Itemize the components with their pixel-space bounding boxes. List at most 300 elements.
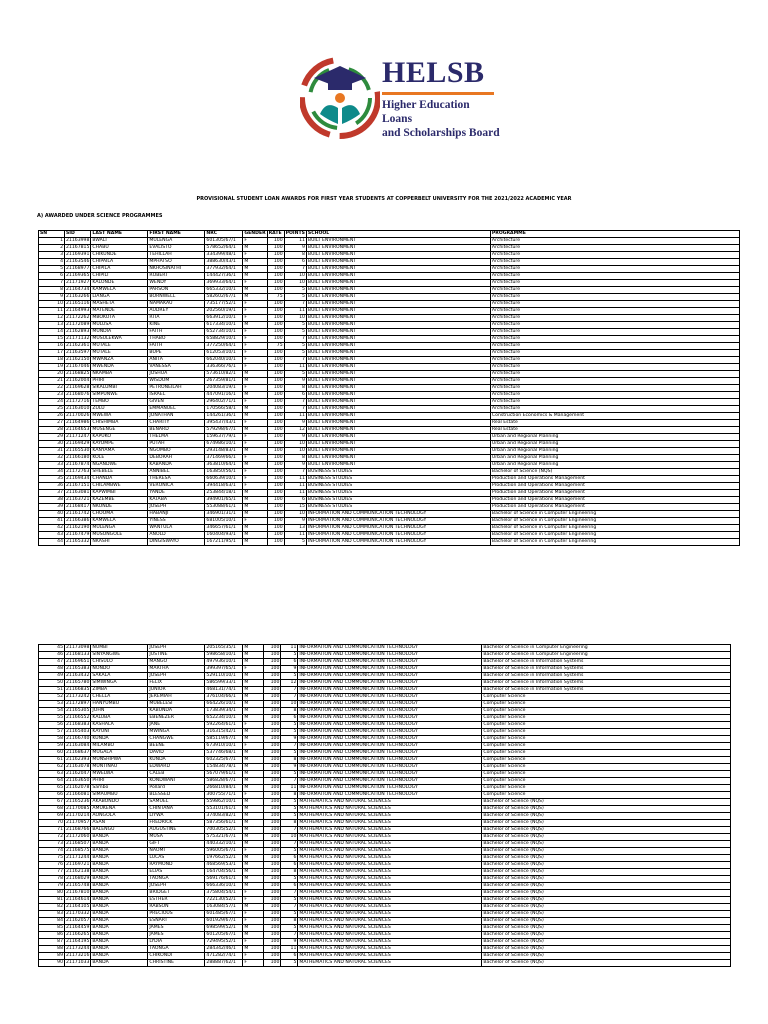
cell-points: 11	[281, 645, 298, 652]
cell-school: MATHEMATICS AND NATURAL SCIENCES	[298, 883, 482, 890]
cell-first-name: DAVID	[148, 750, 205, 757]
cell-first-name: BEENE	[148, 743, 205, 750]
cell-nrc: 154834/78/1	[205, 764, 243, 771]
cell-nrc: 601305/67/1	[205, 238, 243, 245]
table-row	[39, 539, 740, 546]
cell-rate: 100	[264, 883, 281, 890]
cell-sid: 21165383	[66, 666, 90, 672]
cell-sid: 21164614	[66, 897, 90, 903]
cell-sn: 24	[39, 399, 65, 406]
cell-gender: F	[243, 350, 267, 357]
table-row	[39, 308, 740, 315]
cell-gender: M	[243, 392, 267, 399]
cell-sn: 33	[39, 462, 65, 469]
cell-sn: 72	[39, 834, 65, 841]
cell-rate: 100	[264, 953, 281, 960]
cell-sn: 6	[39, 273, 65, 280]
cell-school: BUILT ENVIRONMENT	[306, 350, 490, 357]
cell-nrc: 284342/46/1	[205, 946, 243, 953]
cell-sn: 25	[39, 406, 65, 413]
cell-rate: 100	[267, 469, 284, 476]
cell-nrc: 346657/61/1	[205, 525, 243, 532]
cell-sid: 21162190	[66, 525, 90, 531]
cell-sn: 15	[39, 336, 65, 343]
cell-school: MATHEMATICS AND NATURAL SCIENCES	[298, 813, 482, 820]
cell-rate: 75	[267, 294, 284, 301]
cell-first-name: MUBELESI	[148, 701, 205, 708]
cell-last-name: NKAMBA	[91, 371, 148, 378]
cell-first-name: ESNART	[148, 918, 205, 925]
cell-programme: Computer Science	[482, 792, 731, 799]
cell-sn: 90	[39, 960, 65, 967]
cell-gender: M	[243, 750, 264, 757]
cell-sn: 41	[39, 518, 65, 525]
awards-table-page2	[38, 644, 731, 967]
table-row	[39, 476, 740, 483]
cell-rate: 100	[267, 462, 284, 469]
cell-gender: M	[243, 525, 267, 532]
cell-gender: F	[243, 455, 267, 462]
cell-points: 5	[281, 799, 298, 806]
cell-sn: 69	[39, 813, 65, 820]
cell-points: 7	[281, 687, 298, 694]
cell-last-name: BANDA	[91, 862, 148, 869]
cell-sn: 19	[39, 364, 65, 371]
cell-programme: Bachelor of Science in Information Systems	[482, 687, 731, 694]
cell-last-name: MUNSHIPWA	[91, 757, 148, 764]
cell-points: 5	[284, 343, 306, 350]
cell-programme: Urban and Regional Planning	[490, 455, 739, 462]
cell-school: BUILT ENVIRONMENT	[306, 273, 490, 280]
cell-points: 8	[281, 757, 298, 764]
cell-programme: Bachelor of Science (NQS)	[482, 827, 731, 834]
table-row	[39, 462, 740, 469]
cell-gender: M	[243, 687, 264, 694]
cell-sid: 21163078	[66, 764, 90, 770]
cell-first-name: TAONGA	[148, 876, 205, 883]
cell-points: 5	[281, 897, 298, 904]
cell-points: 5	[281, 673, 298, 680]
cell-nrc: 735177/52/1	[205, 301, 243, 308]
cell-nrc: 144427/36/1	[205, 273, 243, 280]
cell-rate: 100	[267, 301, 284, 308]
document-title: PROVISIONAL STUDENT LOAN AWARDS FOR FIRST YEAR STUDENTS AT COPPERBELT UNIVERSITY FOR THE 2021/2022 ACADEMIC YEAR	[196, 196, 572, 202]
cell-nrc: 371469/66/1	[205, 455, 243, 462]
cell-first-name: PETRONEILAH	[148, 385, 205, 392]
column-header-nrc: NRC	[205, 231, 243, 238]
cell-gender: M	[243, 406, 267, 413]
table-row	[39, 392, 740, 399]
cell-programme: Architecture	[490, 385, 739, 392]
cell-nrc: 296402/71/1	[205, 399, 243, 406]
cell-first-name: KABANDA	[148, 462, 205, 469]
cell-last-name: NKONDE	[91, 504, 148, 511]
cell-first-name: FELIX	[148, 680, 205, 687]
cell-nrc: 585119/67/1	[205, 736, 243, 743]
cell-nrc: 375804/54/1	[205, 890, 243, 897]
cell-rate: 100	[264, 708, 281, 715]
cell-nrc: 300755/71/1	[205, 792, 243, 799]
table-row	[39, 946, 731, 953]
table-row	[39, 757, 731, 764]
cell-sid: 21172089	[66, 322, 90, 328]
cell-gender: F	[243, 252, 267, 259]
cell-programme: Bachelor of Science (NQS)	[482, 806, 731, 813]
cell-sn: 78	[39, 876, 65, 883]
cell-nrc: 575321/67/1	[205, 834, 243, 841]
cell-school: BUILT ENVIRONMENT	[306, 322, 490, 329]
cell-rate: 100	[264, 778, 281, 785]
cell-rate: 100	[267, 378, 284, 385]
cell-first-name: KUNDA	[148, 757, 205, 764]
cell-points: 5	[281, 652, 298, 659]
cell-nrc: 197662/52/1	[205, 855, 243, 862]
cell-rate: 100	[264, 743, 281, 750]
cell-sn: 16	[39, 343, 65, 350]
cell-points: 6	[281, 883, 298, 890]
cell-rate: 100	[264, 666, 281, 673]
cell-last-name: SAKALA	[91, 673, 148, 680]
logo-subtitle-line1: Higher Education Loans	[382, 99, 470, 125]
cell-first-name: AUDREY	[148, 308, 205, 315]
cell-rate: 100	[267, 420, 284, 427]
cell-points: 11	[284, 476, 306, 483]
cell-school: INFORMATION AND COMMUNICATION TECHNOLOGY	[306, 518, 490, 525]
table-row	[39, 750, 731, 757]
cell-rate: 100	[264, 645, 281, 652]
cell-nrc: 394901/65/1	[205, 497, 243, 504]
cell-programme: Architecture	[490, 252, 739, 259]
table-row	[39, 490, 740, 497]
cell-rate: 100	[267, 280, 284, 287]
cell-points: 9	[284, 245, 306, 252]
cell-programme: Bachelor of Science (NQS)	[482, 939, 731, 946]
table-row	[39, 343, 740, 350]
table-row	[39, 399, 740, 406]
cell-first-name: ELIAS	[148, 869, 205, 876]
cell-last-name: BANDA	[91, 841, 148, 848]
cell-sid: 21172060	[66, 834, 90, 840]
cell-sn: 17	[39, 350, 65, 357]
cell-nrc: 159637/79/1	[205, 434, 243, 441]
cell-points: 7	[284, 301, 306, 308]
cell-gender: M	[243, 708, 264, 715]
table-row	[39, 645, 731, 652]
cell-programme: Architecture	[490, 371, 739, 378]
cell-rate: 100	[264, 757, 281, 764]
table-row	[39, 736, 731, 743]
cell-school: BUILT ENVIRONMENT	[306, 259, 490, 266]
cell-sid: 21171244	[66, 855, 90, 861]
cell-sn: 52	[39, 694, 65, 701]
cell-sn: 74	[39, 848, 65, 855]
cell-programme: Architecture	[490, 364, 739, 371]
cell-first-name: SAMUEL	[148, 799, 205, 806]
cell-points: 10	[281, 701, 298, 708]
cell-last-name: KANYAMA	[91, 448, 148, 455]
cell-first-name: PRECIOUS	[148, 911, 205, 918]
cell-nrc: 698599/52/1	[205, 925, 243, 932]
cell-sn: 59	[39, 743, 65, 750]
cell-rate: 100	[267, 336, 284, 343]
cell-sn: 88	[39, 946, 65, 953]
cell-school: MATHEMATICS AND NATURAL SCIENCES	[298, 820, 482, 827]
cell-rate: 100	[267, 476, 284, 483]
cell-sn: 49	[39, 673, 65, 680]
cell-last-name: BANDA	[91, 869, 148, 876]
cell-last-name: MUNDIA	[91, 329, 148, 336]
cell-nrc: 529110/10/1	[205, 673, 243, 680]
cell-school: BUILT ENVIRONMENT	[306, 301, 490, 308]
cell-programme: Bachelor of Science in Computer Engineering	[490, 532, 739, 539]
cell-school: BUILT ENVIRONMENT	[306, 448, 490, 455]
table-row	[39, 953, 731, 960]
cell-points: 5	[284, 371, 306, 378]
cell-school: BUILT ENVIRONMENT	[306, 462, 490, 469]
cell-first-name: JUSTINE	[148, 652, 205, 659]
cell-points: 7	[284, 406, 306, 413]
table-row	[39, 511, 740, 518]
cell-last-name: BANDA	[91, 953, 148, 960]
table-row	[39, 911, 731, 918]
cell-school: INFORMATION AND COMMUNICATION TECHNOLOGY	[298, 771, 482, 778]
cell-rate: 100	[267, 350, 284, 357]
cell-nrc: 173839/34/1	[205, 708, 243, 715]
cell-programme: Architecture	[490, 259, 739, 266]
cell-gender: F	[243, 953, 264, 960]
cell-school: INFORMATION AND COMMUNICATION TECHNOLOGY	[298, 778, 482, 785]
cell-rate: 100	[267, 371, 284, 378]
cell-last-name: BANDA	[91, 834, 148, 841]
cell-sid: 21169651	[66, 659, 90, 665]
cell-first-name: NGOMBO	[148, 448, 205, 455]
cell-school: INFORMATION AND COMMUNICATION TECHNOLOGY	[298, 687, 482, 694]
cell-rate: 100	[267, 385, 284, 392]
table-row	[39, 385, 740, 392]
cell-last-name: MUSONGOLE	[91, 532, 148, 539]
cell-points: 9	[284, 420, 306, 427]
cell-nrc: 376104/66/1	[205, 694, 243, 701]
cell-rate: 100	[264, 813, 281, 820]
cell-rate: 100	[264, 841, 281, 848]
cell-first-name: YANDE	[148, 490, 205, 497]
cell-sn: 46	[39, 652, 65, 659]
cell-programme: Architecture	[490, 406, 739, 413]
cell-last-name: BANDA	[91, 939, 148, 946]
cell-last-name: MUNTINAU	[91, 764, 148, 771]
table-row	[39, 687, 731, 694]
cell-sn: 14	[39, 329, 65, 336]
cell-nrc: 573610/82/1	[205, 371, 243, 378]
cell-school: BUILT ENVIRONMENT	[306, 336, 490, 343]
cell-programme: Urban and Regional Planning	[490, 448, 739, 455]
cell-programme: Bachelor of Science (NQS)	[482, 848, 731, 855]
cell-sid: 21169434	[66, 476, 90, 482]
cell-last-name: AKABONDO	[91, 799, 148, 806]
cell-nrc: 164704/56/1	[205, 869, 243, 876]
cell-points: 7	[281, 890, 298, 897]
cell-programme: Bachelor of Science (NQS)	[482, 890, 731, 897]
cell-school: BUILT ENVIRONMENT	[306, 280, 490, 287]
table-row	[39, 518, 740, 525]
cell-nrc: 664226/10/1	[205, 701, 243, 708]
cell-rate: 100	[264, 960, 281, 967]
cell-sn: 55	[39, 715, 65, 722]
cell-first-name: THELMA	[148, 434, 205, 441]
cell-programme: Bachelor of Science in Computer Engineering	[490, 525, 739, 532]
cell-nrc: 447091/16/1	[205, 392, 243, 399]
cell-programme: Architecture	[490, 329, 739, 336]
table-row	[39, 532, 740, 539]
cell-last-name: KASHALA	[91, 722, 148, 729]
cell-sn: 23	[39, 392, 65, 399]
cell-gender: F	[243, 343, 267, 350]
cell-programme: Bachelor of Science (NQS)	[482, 918, 731, 925]
cell-nrc: 202560/19/1	[205, 308, 243, 315]
cell-last-name: KUNDA	[91, 736, 148, 743]
cell-first-name: CALEB	[148, 771, 205, 778]
table-row	[39, 792, 731, 799]
cell-school: BUSINESS STUDIES	[306, 483, 490, 490]
table-row	[39, 666, 731, 673]
cell-gender: M	[243, 673, 264, 680]
cell-sid: 21168383	[66, 722, 90, 728]
cell-rate: 100	[267, 308, 284, 315]
cell-sn: 58	[39, 736, 65, 743]
cell-nrc: 666336/10/1	[205, 883, 243, 890]
cell-gender: M	[243, 932, 264, 939]
cell-school: MATHEMATICS AND NATURAL SCIENCES	[298, 862, 482, 869]
cell-last-name: MWENDA	[91, 364, 148, 371]
cell-sid: 21163597	[66, 350, 90, 356]
cell-points: 13	[284, 525, 306, 532]
cell-points: 7	[281, 743, 298, 750]
cell-programme: Bachelor of Science (NQS)	[482, 834, 731, 841]
cell-gender: M	[243, 820, 264, 827]
table-row	[39, 785, 731, 792]
table-row	[39, 329, 740, 336]
cell-points: 11	[281, 785, 298, 792]
cell-programme: Bachelor of Science (NQS)	[482, 953, 731, 960]
cell-last-name: MUSENGE	[91, 427, 148, 434]
cell-nrc: 553088/61/1	[205, 504, 243, 511]
cell-gender: F	[243, 329, 267, 336]
cell-sid: 21162057	[66, 918, 90, 924]
cell-programme: Real Estate	[490, 427, 739, 434]
cell-nrc: 586828/67/1	[205, 778, 243, 785]
cell-first-name: KINE	[148, 322, 205, 329]
cell-school: BUSINESS STUDIES	[306, 497, 490, 504]
cell-first-name: ANITA	[148, 357, 205, 364]
cell-sid: 21166180	[66, 455, 90, 461]
cell-sid: 21170026	[66, 413, 90, 419]
cell-points: 5	[281, 876, 298, 883]
cell-sid: 21168637	[66, 750, 90, 756]
cell-points: 11	[281, 946, 298, 953]
cell-school: INFORMATION AND COMMUNICATION TECHNOLOGY	[298, 750, 482, 757]
cell-sn: 57	[39, 729, 65, 736]
cell-programme: Computer Science	[482, 743, 731, 750]
cell-gender: M	[243, 378, 267, 385]
cell-rate: 100	[267, 441, 284, 448]
cell-gender: F	[243, 722, 264, 729]
cell-last-name: ZIMBA	[91, 687, 148, 694]
cell-gender: M	[243, 490, 267, 497]
cell-sn: 70	[39, 820, 65, 827]
cell-programme: Bachelor of Science (NQS)	[482, 904, 731, 911]
logo-subtitle	[382, 98, 500, 140]
cell-gender: M	[243, 946, 264, 953]
cell-nrc: 266810/84/1	[205, 785, 243, 792]
cell-nrc: 204083/19/1	[205, 385, 243, 392]
cell-points: 7	[284, 266, 306, 273]
cell-points: 10	[284, 448, 306, 455]
cell-rate: 100	[267, 322, 284, 329]
cell-first-name: CHIKONDI	[148, 953, 205, 960]
cell-first-name: BENARD	[148, 427, 205, 434]
cell-points: 6	[281, 953, 298, 960]
cell-sid: 21167479	[66, 532, 90, 538]
cell-programme: Architecture	[490, 266, 739, 273]
cell-sn: 1	[39, 238, 65, 245]
cell-sid: 21165116	[66, 301, 90, 307]
cell-school: BUILT ENVIRONMENT	[306, 455, 490, 462]
cell-points: 15	[284, 504, 306, 511]
cell-gender: M	[243, 813, 264, 820]
cell-points: 5	[284, 539, 306, 546]
cell-gender: M	[243, 462, 267, 469]
cell-nrc: 468569/53/1	[205, 862, 243, 869]
cell-last-name: KAYOMPE	[91, 441, 148, 448]
cell-last-name: NUMBI	[91, 645, 148, 652]
cell-nrc: 567079/61/1	[205, 771, 243, 778]
cell-sn: 2	[39, 245, 65, 252]
cell-rate: 100	[267, 511, 284, 518]
cell-sn: 48	[39, 666, 65, 673]
table-row	[39, 862, 731, 869]
cell-school: BUILT ENVIRONMENT	[306, 343, 490, 350]
cell-programme: Computer Science	[482, 757, 731, 764]
cell-first-name: JAMES	[148, 932, 205, 939]
cell-nrc: 205165/35/1	[205, 645, 243, 652]
cell-rate: 100	[267, 238, 284, 245]
cell-first-name: JANE	[148, 722, 205, 729]
cell-nrc: 665332/10/1	[205, 287, 243, 294]
cell-sn: 80	[39, 890, 65, 897]
cell-sid: 21163546	[66, 259, 90, 265]
cell-first-name: JOSHUA	[148, 371, 205, 378]
cell-last-name: ASAN	[91, 820, 148, 827]
cell-programme: Production and Operations Management	[490, 483, 739, 490]
cell-programme: Real Estate	[490, 420, 739, 427]
cell-programme: Bachelor of Science (NQS)	[482, 841, 731, 848]
cell-sn: 43	[39, 532, 65, 539]
cell-school: MATHEMATICS AND NATURAL SCIENCES	[298, 897, 482, 904]
cell-nrc: 652234/10/1	[205, 715, 243, 722]
column-header-sid: SID	[65, 231, 91, 238]
cell-first-name: JUNIOR	[148, 687, 205, 694]
cell-school: MATHEMATICS AND NATURAL SCIENCES	[298, 925, 482, 932]
cell-gender: F	[243, 911, 264, 918]
cell-sid: 21162893	[66, 329, 90, 335]
cell-first-name: CHARITY	[148, 420, 205, 427]
cell-nrc: 596005/67/1	[205, 848, 243, 855]
cell-first-name: MPHATSO	[148, 259, 205, 266]
cell-nrc: 394418/63/1	[205, 483, 243, 490]
cell-nrc: 293148/83/1	[205, 448, 243, 455]
cell-nrc: 388630/43/1	[205, 259, 243, 266]
cell-first-name: MANGO	[148, 659, 205, 666]
